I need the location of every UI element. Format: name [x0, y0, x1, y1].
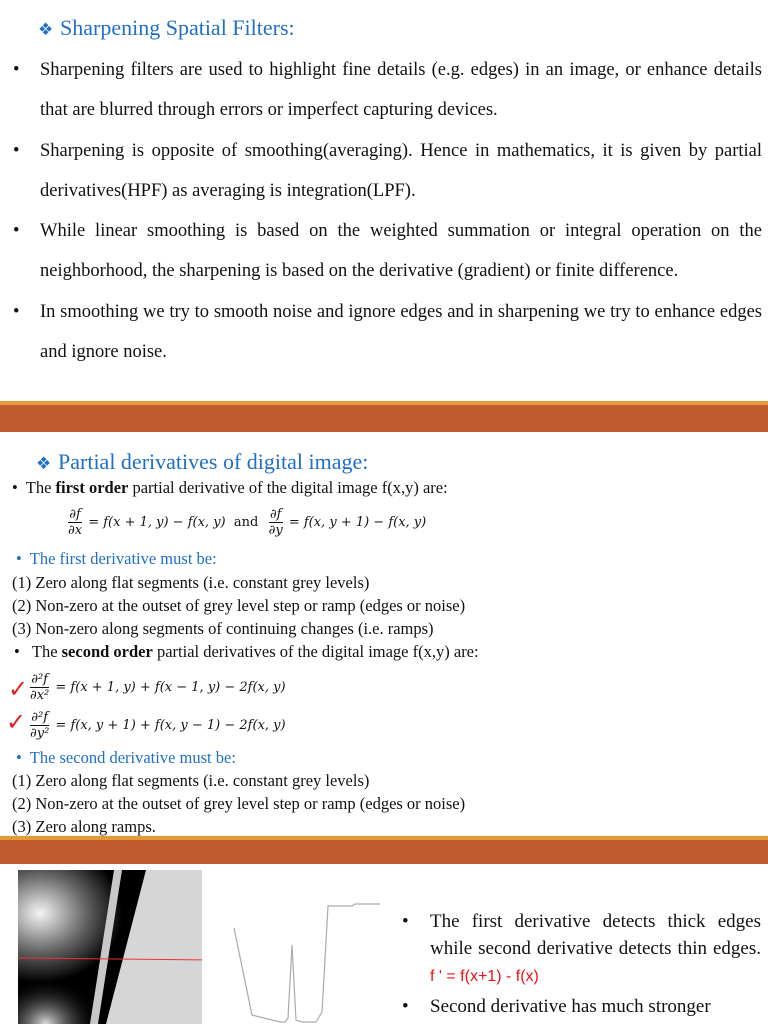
first-list-item: (3) Non-zero along segments of continuing changes (i.e. ramps) — [12, 619, 434, 638]
first-derivative-heading — [16, 548, 217, 571]
bullet-dot-icon: • — [13, 60, 20, 80]
diamond-bullet-icon: ❖ — [36, 454, 52, 473]
diamond-bullet-icon: ❖ — [38, 20, 54, 39]
second-derivative-heading-text: The second derivative must be: — [29, 748, 236, 767]
section2-title — [36, 448, 368, 478]
first-list-item: (2) Non-zero at the outset of grey level step or ramp (edges or noise) — [12, 596, 466, 615]
second-list-item: (2) Non-zero at the outset of grey level step or ramp (edges or noise) — [12, 794, 466, 813]
bullet-dot-icon: • — [16, 748, 22, 767]
edge-image — [18, 870, 202, 1024]
bullet-dot-icon: • — [402, 996, 409, 1017]
second-derivative-heading — [16, 747, 236, 770]
bullet-dot-icon: • — [13, 221, 20, 242]
section3-bullet — [400, 908, 761, 990]
frac-num: ∂f — [69, 507, 81, 522]
first-list-item: (1) Zero along flat segments (i.e. constant grey levels) — [12, 573, 370, 592]
second-order-x-equation — [28, 672, 286, 703]
second-order-y-equation — [28, 710, 286, 741]
section1-title-text: Sharpening Spatial Filters: — [60, 15, 295, 40]
frac-num: ∂²f — [31, 672, 48, 687]
bullet-dot-icon: • — [402, 911, 409, 932]
second-order-line — [14, 641, 479, 664]
first-order-bold: first order — [55, 478, 129, 497]
bullet-text: Sharpening filters are used to highlight fine details (e.g. edges) in an image, or enhance details that are blurred through errors or imperfect capturing devices. — [40, 60, 762, 121]
slide-divider-band — [0, 836, 768, 864]
bullet-text: Sharpening is opposite of smoothing(averaging). Hence in mathematics, it is given by partial derivatives(HPF) as averaging is integration(LPF). — [40, 140, 762, 201]
bullet-dot-icon: • — [16, 549, 22, 568]
divider-accent-line — [0, 836, 768, 840]
eq1-rhs-rhs: = f(x, y + 1) − f(x, y) — [288, 515, 427, 530]
section1-title — [38, 14, 295, 44]
eq2-rhs: = f(x + 1, y) + f(x − 1, y) − 2f(x, y) — [55, 680, 286, 695]
first-order-post: partial derivative of the digital image f(x,y) are: — [128, 478, 448, 497]
second-list-item: (1) Zero along flat segments (i.e. constant grey levels) — [12, 771, 370, 790]
second-order-bold: second order — [61, 642, 153, 661]
eq1-lhs-rhs: = f(x + 1, y) − f(x, y) — [88, 515, 226, 530]
eq1-and: and — [233, 515, 259, 530]
section1-bullet — [10, 292, 762, 373]
section1-bullet — [10, 50, 762, 131]
first-order-equation — [66, 507, 426, 538]
bullet-dot-icon: • — [13, 140, 20, 161]
section1-bullet-list — [10, 50, 762, 372]
frac-num: ∂²f — [31, 710, 49, 725]
check-mark-icon: ✓ — [6, 708, 27, 736]
divider-accent-line — [0, 401, 768, 405]
section3-bullets — [400, 908, 761, 1020]
bullet-dot-icon: • — [14, 642, 20, 661]
section3-bullet — [400, 993, 761, 1020]
first-derivative-heading-text: The first derivative must be: — [29, 549, 217, 568]
df-dy-fraction — [269, 507, 283, 538]
bullet-text: In smoothing we try to smooth noise and ignore edges and in sharpening we try to enhance edges and ignore noise. — [40, 301, 762, 363]
section1-bullet — [10, 211, 762, 292]
df-dx-fraction — [68, 507, 82, 538]
first-order-line — [12, 477, 448, 500]
frac-num: ∂f — [269, 507, 282, 522]
check-mark-icon: ✓ — [8, 675, 29, 703]
second-order-pre: The — [31, 642, 62, 661]
bullet-dot-icon: • — [13, 301, 20, 322]
bullet-text: While linear smoothing is based on the weighted summation or integral operation on the neighborhood, the sharpening is based on the derivative (gradient) or finite difference. — [40, 221, 762, 282]
slide-divider-band — [0, 401, 768, 432]
frac-den: ∂y² — [30, 726, 50, 741]
eq3-rhs: = f(x, y + 1) + f(x, y − 1) − 2f(x, y) — [55, 718, 286, 733]
derivative-profile-plot — [230, 900, 388, 1024]
d2f-dx2-fraction — [30, 672, 49, 703]
second-order-post: partial derivatives of the digital image f(x,y) are: — [152, 642, 479, 661]
derivative-formula: f ' = f(x+1) - f(x) — [430, 968, 539, 985]
section2-title-text: Partial derivatives of digital image: — [58, 449, 369, 474]
frac-den: ∂y — [268, 523, 283, 538]
frac-den: ∂x — [68, 523, 83, 538]
d2f-dy2-fraction — [30, 710, 49, 741]
section1-bullet — [10, 131, 762, 212]
frac-den: ∂x² — [30, 688, 50, 703]
second-list-item: (3) Zero along ramps. — [12, 817, 156, 836]
bullet-text: Second derivative has much stronger — [430, 996, 711, 1017]
first-order-pre: The — [25, 478, 56, 497]
bullet-dot-icon: • — [12, 478, 18, 497]
bullet-text: The first derivative detects thick edges while second derivative detects thin edges. — [430, 911, 761, 959]
